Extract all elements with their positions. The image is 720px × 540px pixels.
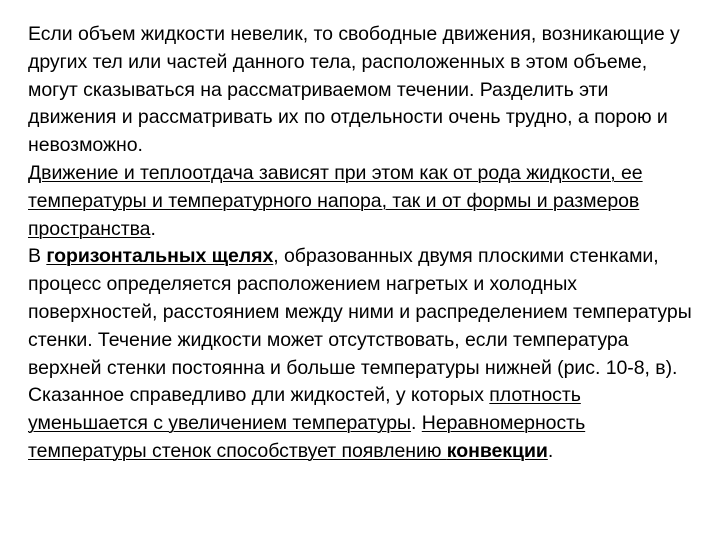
paragraph-3-period: . xyxy=(547,439,554,462)
paragraph-3-start: В xyxy=(28,245,47,268)
underlined-nonuniformity-phrase: Неравномерность температуры стенок способствует появлению xyxy=(28,412,586,462)
underlined-density-phrase: плотность уменьшается с увеличением температуры xyxy=(28,384,581,435)
term-horizontal-slits: горизонтальных щелях xyxy=(46,245,274,268)
paragraph-3-separator: . xyxy=(411,412,422,435)
body-text xyxy=(28,21,698,466)
paragraph-3 xyxy=(28,243,698,465)
paragraph-3-body: , образованных двумя плоскими стенками, процесс определяется расположением нагретых и холодных поверхностей, расстоянием между ними и распределением температуры стенки. Течение жидкости может отсутствовать, если температура верхней стенки постоянна и больше температуры нижней (рис. 10-8, в). Сказанное справедливо дли жидкостей, у которых xyxy=(28,245,692,407)
paragraph-1 xyxy=(28,21,698,160)
term-convection: конвекции xyxy=(446,439,548,462)
paragraph-2-underlined-text: Движение и теплоотдача зависят при этом как от рода жидкости, ее температуры и температурного напора, так и от формы и размеров пространства xyxy=(28,161,643,240)
paragraph-1-text: Если объем жидкости невелик, то свободные движения, возникающие у других тел или частей данного тела, расположенных в этом объеме, могут сказываться на рассматриваемом течении. Разделить эти движения и рассматривать их по отдельности очень трудно, а порою и невозможно. xyxy=(28,23,680,157)
paragraph-2-period: . xyxy=(150,217,156,240)
paragraph-2 xyxy=(28,160,698,243)
